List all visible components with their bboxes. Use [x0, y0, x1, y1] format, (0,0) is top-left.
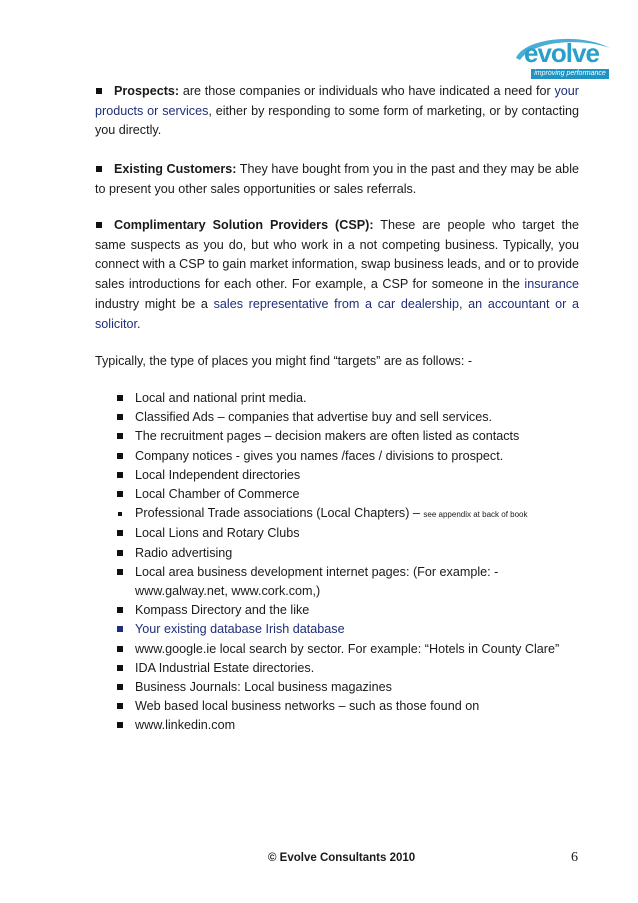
bullet-square-icon [117, 414, 123, 420]
bullet-square-icon [96, 166, 102, 172]
bullet-square-icon [117, 684, 123, 690]
logo-brand: evolve [524, 38, 599, 68]
section-heading: Prospects: [114, 84, 180, 98]
bullet-square-icon [96, 88, 102, 94]
targets-list [117, 389, 587, 736]
section-csp: Complimentary Solution Providers (CSP): These are people who target the same suspects as you do, but who work in a not competing business. Typically, you connect with a CSP to gain market information, swap business leads, and or to provide sales introductions for each other. For example, a CSP for someone in the insurance industry might be a sales representative from a car dealership, an accountant or a solicitor. [95, 218, 580, 331]
bullet-square-icon [117, 626, 123, 632]
bullet-square-icon [118, 512, 122, 516]
logo-tagline: improving performance [531, 69, 609, 79]
list-item: Radio advertising [117, 544, 587, 563]
bullet-square-icon [117, 646, 123, 652]
section-prospects: Prospects: are those companies or individuals who have indicated a need for your products or services, either by responding to some form of marketing, or by contacting you directly. [95, 84, 579, 138]
bullet-square-icon [117, 491, 123, 497]
appendix-note: see appendix at back of book [423, 510, 528, 520]
list-item: Kompass Directory and the like [117, 601, 587, 620]
list-item: www.google.ie local search by sector. For example: “Hotels in County Clare” [117, 640, 587, 659]
bullet-square-icon [117, 453, 123, 459]
evolve-logo [510, 34, 614, 80]
bullet-square-icon [117, 530, 123, 536]
list-item: Local and national print media. [117, 389, 587, 408]
list-item: www.linkedin.com [117, 716, 587, 735]
list-item: Web based local business networks – such as those found on [117, 697, 587, 716]
highlight-text: insurance [524, 277, 579, 292]
bullet-square-icon [117, 433, 123, 439]
bullet-square-icon [117, 665, 123, 671]
list-item: Company notices - gives you names /faces / divisions to prospect. [117, 447, 587, 466]
section-existing-customers: Existing Customers: They have bought from you in the past and they may be able to present you other sales opportunities or sales referrals. [95, 162, 579, 196]
list-item: Professional Trade associations (Local Chapters) – see appendix at back of book [117, 504, 587, 524]
bullet-square-icon [117, 569, 123, 575]
bullet-square-icon [117, 395, 123, 401]
list-item: Classified Ads – companies that advertise buy and sell services. [117, 408, 587, 427]
bullet-square-icon [117, 722, 123, 728]
list-item: Local Independent directories [117, 466, 587, 485]
list-item: Your existing database Irish database [117, 620, 587, 639]
list-item: Local Lions and Rotary Clubs [117, 524, 587, 543]
bullet-square-icon [117, 607, 123, 613]
targets-intro: Typically, the type of places you might find “targets” are as follows: - [95, 354, 473, 368]
bullet-square-icon [96, 222, 102, 228]
list-item: Local area business development internet pages: (For example: - www.galway.net, www.cork.com,) [117, 563, 587, 601]
bullet-square-icon [117, 550, 123, 556]
bullet-square-icon [117, 703, 123, 709]
page-number: 6 [571, 850, 578, 865]
list-item: IDA Industrial Estate directories. [117, 659, 587, 678]
list-item: The recruitment pages – decision makers are often listed as contacts [117, 427, 587, 446]
highlight-text: your products or services [95, 84, 579, 118]
bullet-square-icon [117, 472, 123, 478]
page-footer: © Evolve Consultants 2010 [268, 852, 416, 864]
section-heading: Complimentary Solution Providers (CSP): [114, 218, 374, 232]
highlight-text: sales representative from a car dealership, an accountant or a solicitor [95, 296, 579, 331]
list-item: Business Journals: Local business magazines [117, 678, 587, 697]
section-heading: Existing Customers: [114, 162, 237, 176]
list-item: Local Chamber of Commerce [117, 485, 587, 504]
